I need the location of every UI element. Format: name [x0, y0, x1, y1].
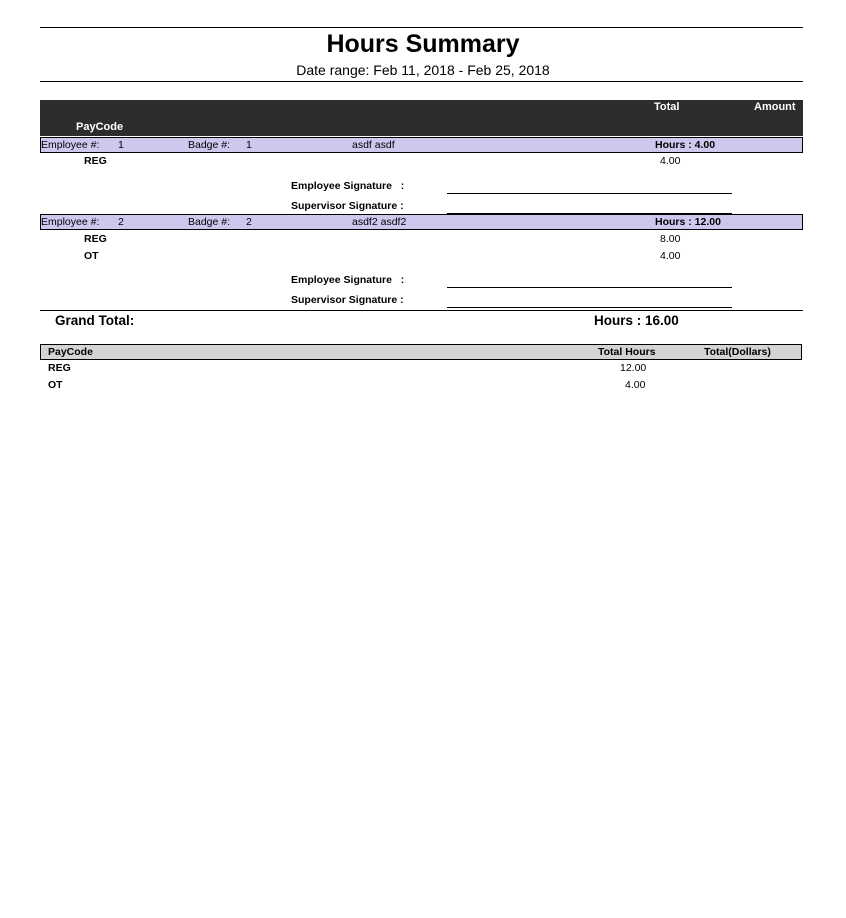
grand-total-rule	[40, 310, 803, 311]
employee-number: 2	[118, 216, 124, 228]
employee-signature-line	[447, 193, 732, 194]
title-top-rule	[40, 27, 803, 28]
header-paycode: PayCode	[76, 121, 124, 133]
header-amount: Amount	[754, 101, 796, 113]
summary-header-total-dollars: Total(Dollars)	[704, 346, 771, 358]
paycode-row-hours: 4.00	[660, 155, 681, 167]
summary-header	[40, 344, 802, 360]
employee-hours: Hours : 4.00	[655, 139, 716, 151]
employee-signature-label: Employee Signature :	[291, 180, 405, 192]
employee-number-label: Employee #:	[41, 216, 100, 228]
summary-row-code: OT	[48, 379, 63, 391]
employee-band	[40, 214, 803, 230]
summary-row-hours: 12.00	[620, 362, 647, 374]
paycode-row-hours: 8.00	[660, 233, 681, 245]
employee-name: asdf asdf	[352, 139, 395, 151]
paycode-row-code: OT	[84, 250, 99, 262]
employee-signature-label: Employee Signature :	[291, 274, 405, 286]
supervisor-signature-label: Supervisor Signature :	[291, 200, 404, 212]
grand-total-label: Grand Total:	[55, 313, 135, 328]
paycode-row-code: REG	[84, 233, 107, 245]
employee-band	[40, 137, 803, 153]
summary-header-paycode: PayCode	[48, 346, 93, 358]
badge-number: 2	[246, 216, 252, 228]
badge-number-label: Badge #:	[188, 139, 231, 151]
header-total: Total	[654, 101, 680, 113]
employee-number: 1	[118, 139, 124, 151]
employee-hours: Hours : 12.00	[655, 216, 721, 228]
summary-header-total-hours: Total Hours	[598, 346, 656, 358]
report-title: Hours Summary	[326, 30, 520, 58]
employee-name: asdf2 asdf2	[352, 216, 407, 228]
paycode-row-code: REG	[84, 155, 107, 167]
date-range: Date range: Feb 11, 2018 - Feb 25, 2018	[296, 62, 550, 78]
title-bottom-rule	[40, 81, 803, 82]
grand-total-hours: Hours : 16.00	[594, 313, 679, 328]
employee-number-label: Employee #:	[41, 139, 100, 151]
summary-row-code: REG	[48, 362, 71, 374]
supervisor-signature-label: Supervisor Signature :	[291, 294, 404, 306]
supervisor-signature-line	[447, 307, 732, 308]
summary-row-hours: 4.00	[625, 379, 646, 391]
column-header-bar	[40, 100, 803, 136]
badge-number-label: Badge #:	[188, 216, 231, 228]
paycode-row-hours: 4.00	[660, 250, 681, 262]
badge-number: 1	[246, 139, 252, 151]
employee-signature-line	[447, 287, 732, 288]
